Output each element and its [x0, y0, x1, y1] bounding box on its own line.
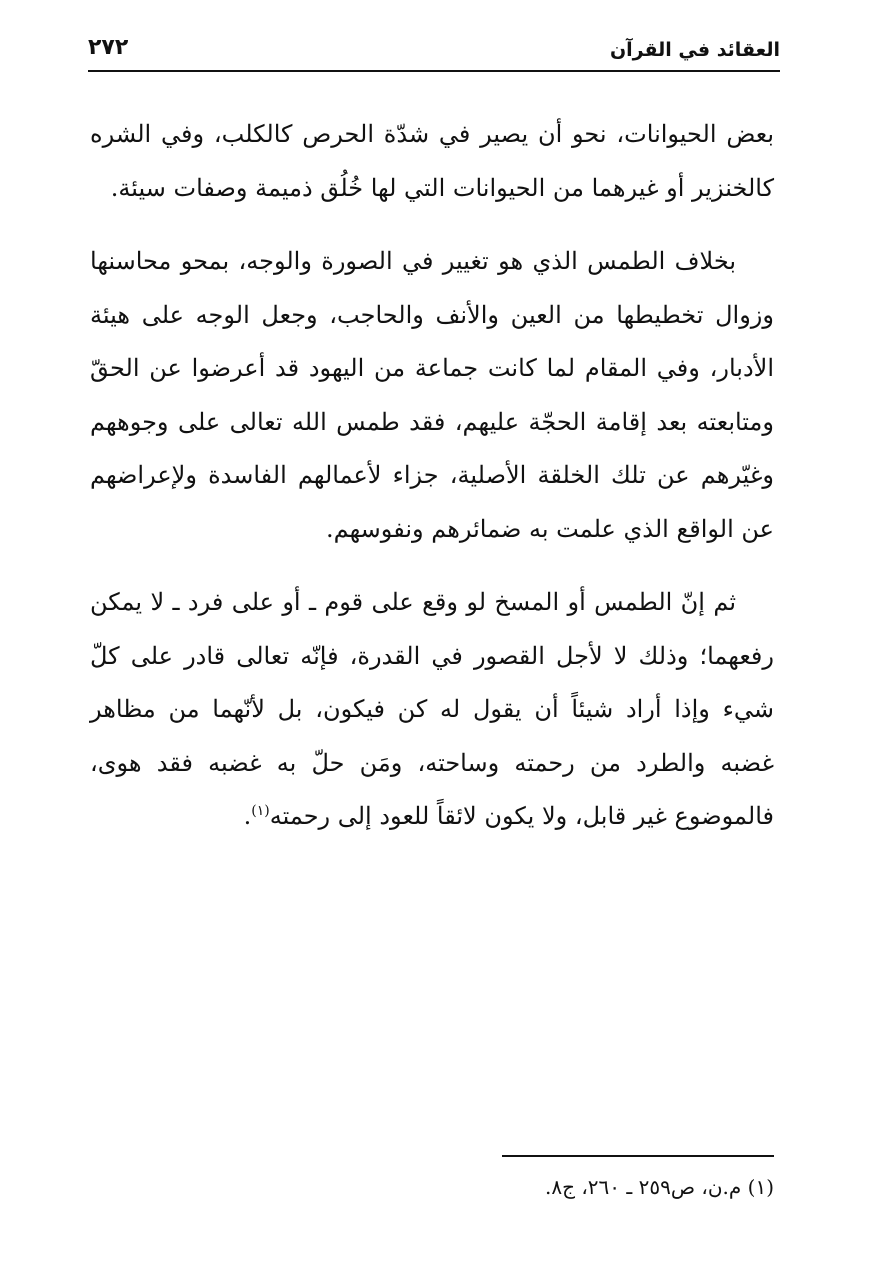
footnote-reference[interactable]: (١)	[251, 803, 270, 819]
paragraph-3-end: .	[243, 802, 252, 830]
page-number: ٢٧٢	[88, 35, 129, 60]
footnote-1: (١) م.ن، ص٢٥٩ ـ ٢٦٠، ج٨.	[544, 1175, 774, 1199]
paragraph-2: بخلاف الطمس الذي هو تغيير في الصورة والوجه، بمحو محاسنها وزوال تخطيطها من العين والأنف والحاجب، وجعل الوجه على هيئة الأدبار، وفي المقام لما كانت جماعة من اليهود قد أعرضوا عن الحقّ ومتابعته بعد إقامة الحجّة عليهم، فقد طمس الله تعالى على وجوههم وغيّرهم عن تلك الخلقة الأصلية، جزاء لأعمالهم الفاسدة ولإعراضهم عن الواقع الذي علمت به ضمائرهم ونفوسهم.	[90, 247, 774, 543]
running-title: العقائد في القرآن	[609, 39, 780, 61]
paragraph-3-text: ثم إنّ الطمس أو المسخ لو وقع على قوم ـ أو على فرد ـ لا يمكن رفعهما؛ وذلك لا لأجل القصور في القدرة، فإنّه تعالى قادر على كلّ شيء وإذا أراد شيئاً أن يقول له كن فيكون، بل لأنّهما من مظاهر غضبه والطرد من رحمته وساحته، ومَن حلّ به غضبه فقد هوى، فالموضوع غير قابل، ولا يكون لائقاً للعود إلى رحمته	[90, 588, 774, 830]
header-divider	[88, 70, 780, 72]
running-header	[88, 30, 780, 70]
main-text	[90, 108, 774, 864]
paragraph-3	[90, 576, 774, 844]
paragraph-1: بعض الحيوانات، نحو أن يصير في شدّة الحرص كالكلب، وفي الشره كالخنزير أو غيرهما من الحيوانات التي لها خُلُق ذميمة وصفات سيئة.	[90, 120, 774, 202]
footnote-divider	[502, 1155, 774, 1157]
